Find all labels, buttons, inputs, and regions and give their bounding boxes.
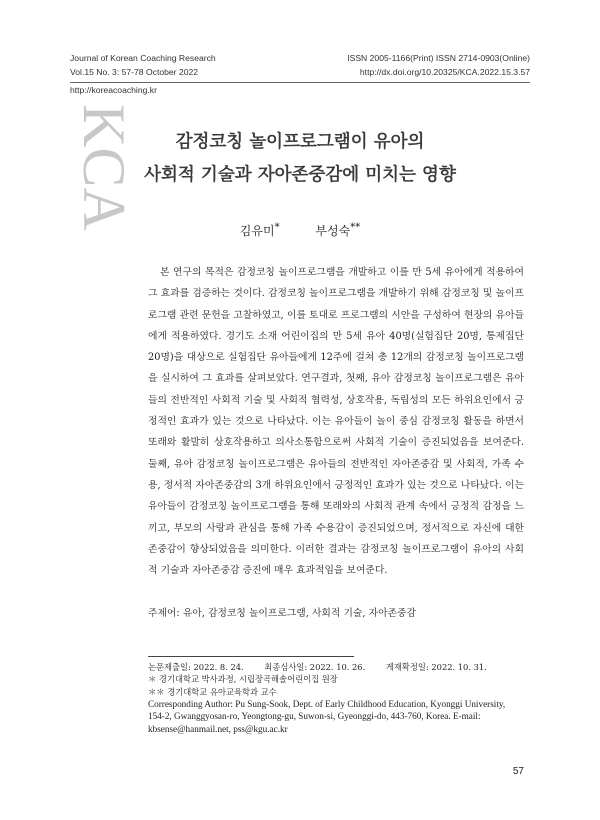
journal-url[interactable]: http://koreacoaching.kr [70,85,157,95]
journal-header-right [347,52,530,79]
abstract-body: 본 연구의 목적은 감정코칭 놀이프로그램을 개발하고 이를 만 5세 유아에게 적용하여 그 효과를 검증하는 것이다. 감정코칭 놀이프로그램을 개발하기 위해 감정코칭 및 놀이프로그램 관련 문헌을 고찰하였고, 이를 토대로 프로그램의 시안을 구성하여 현장의 유아들에게 적용하였다. 경기도 소재 어린이집의 만 5세 유아 40명(실험집단 20명, 통제집단 20명)을 대상으로 실험집단 유아들에게 12주에 걸쳐 총 12개의 감정코칭 놀이프로그램을 실시하여 그 효과를 살펴보았다. 연구결과, 첫째, 유아 감정코칭 놀이프로그램은 유아들의 전반적인 사회적 기술 및 사회적 협력성, 상호작용, 독립성의 모든 하위요인에서 긍정적인 효과가 있는 것으로 나타났다. 이는 유아들이 놀이 중심 감정코칭 활동을 하면서 또래와 활발히 상호작용하고 의사소통함으로써 사회적 기술이 증진되었음을 보여준다. 둘째, 유아 감정코칭 놀이프로그램은 유아들의 전반적인 자아존중감 및 사회적, 가족 수용, 정서적 자아존중감의 3개 하위요인에서 긍정적인 효과가 있는 것으로 나타났다. 이는 유아들이 감정코칭 놀이프로그램을 통해 또래와의 사회적 관계 속에서 긍정적 감정을 느끼고, 부모의 사랑과 관심을 통해 가족 수용감이 증진되었으며, 정서적으로 자신에 대한 존중감이 향상되었음을 의미한다. 이러한 결과는 감정코칭 놀이프로그램이 유아의 사회적 기술과 자아존중감 증진에 매우 효과적임을 보여준다. [148,267,524,577]
author-1 [240,222,280,239]
volume-info: Vol.15 No. 3: 57-78 October 2022 [70,66,199,77]
author-name: 부성숙 [315,224,351,238]
affiliation-1: ＊ 경기대학교 박사과정, 시립장곡해솔어린이집 원장 [148,674,338,685]
page-number: 57 [512,766,524,777]
title-line-2: 사회적 기술과 자아존중감에 미치는 영향 [144,165,456,185]
journal-name: Journal of Korean Coaching Research [70,53,216,63]
author-mark: ** [350,222,361,233]
kca-logo-text: KCA [71,104,137,231]
footnote-divider [148,656,354,657]
footnotes [148,661,524,736]
paper-title [70,126,530,192]
issn: ISSN 2005-1166(Print) ISSN 2714-0903(Online) [347,53,530,63]
keywords [148,605,524,619]
keywords-text: 유아, 감정코칭 놀이프로그램, 사회적 기술, 자아존중감 [182,608,416,619]
author-2 [315,222,360,239]
review-date: 최종심사일: 2022. 10. 26. [264,662,366,672]
doi-link[interactable]: http://dx.doi.org/10.20325/KCA.2022.15.3.57 [359,66,530,77]
received-date: 논문제출일: 2022. 8. 24. [148,662,244,672]
corresponding-author: Corresponding Author: Pu Sung-Sook, Dept. of Early Childhood Education, Kyonggi University, 154-2, Gwanggyosan-ro, Yeongtong-gu, Suwon-si, Gyeonggi-do, 443-760, Korea. E-mail: kbsense@hanmail.net, pss@kgu.ac.kr [148,698,506,735]
affiliation-2: ＊＊ 경기대학교 유아교육학과 교수 [148,686,277,697]
header-divider [70,82,530,83]
journal-header-left [70,52,216,79]
title-line-1: 감정코칭 놀이프로그램이 유아의 [175,132,425,152]
submission-dates [148,661,524,673]
author-name: 김유미 [239,224,275,238]
author-mark: * [274,222,280,233]
keywords-label: 주제어: [148,608,180,619]
accepted-date: 게재확정일: 2022. 10. 31. [385,662,487,672]
author-list [0,222,600,239]
